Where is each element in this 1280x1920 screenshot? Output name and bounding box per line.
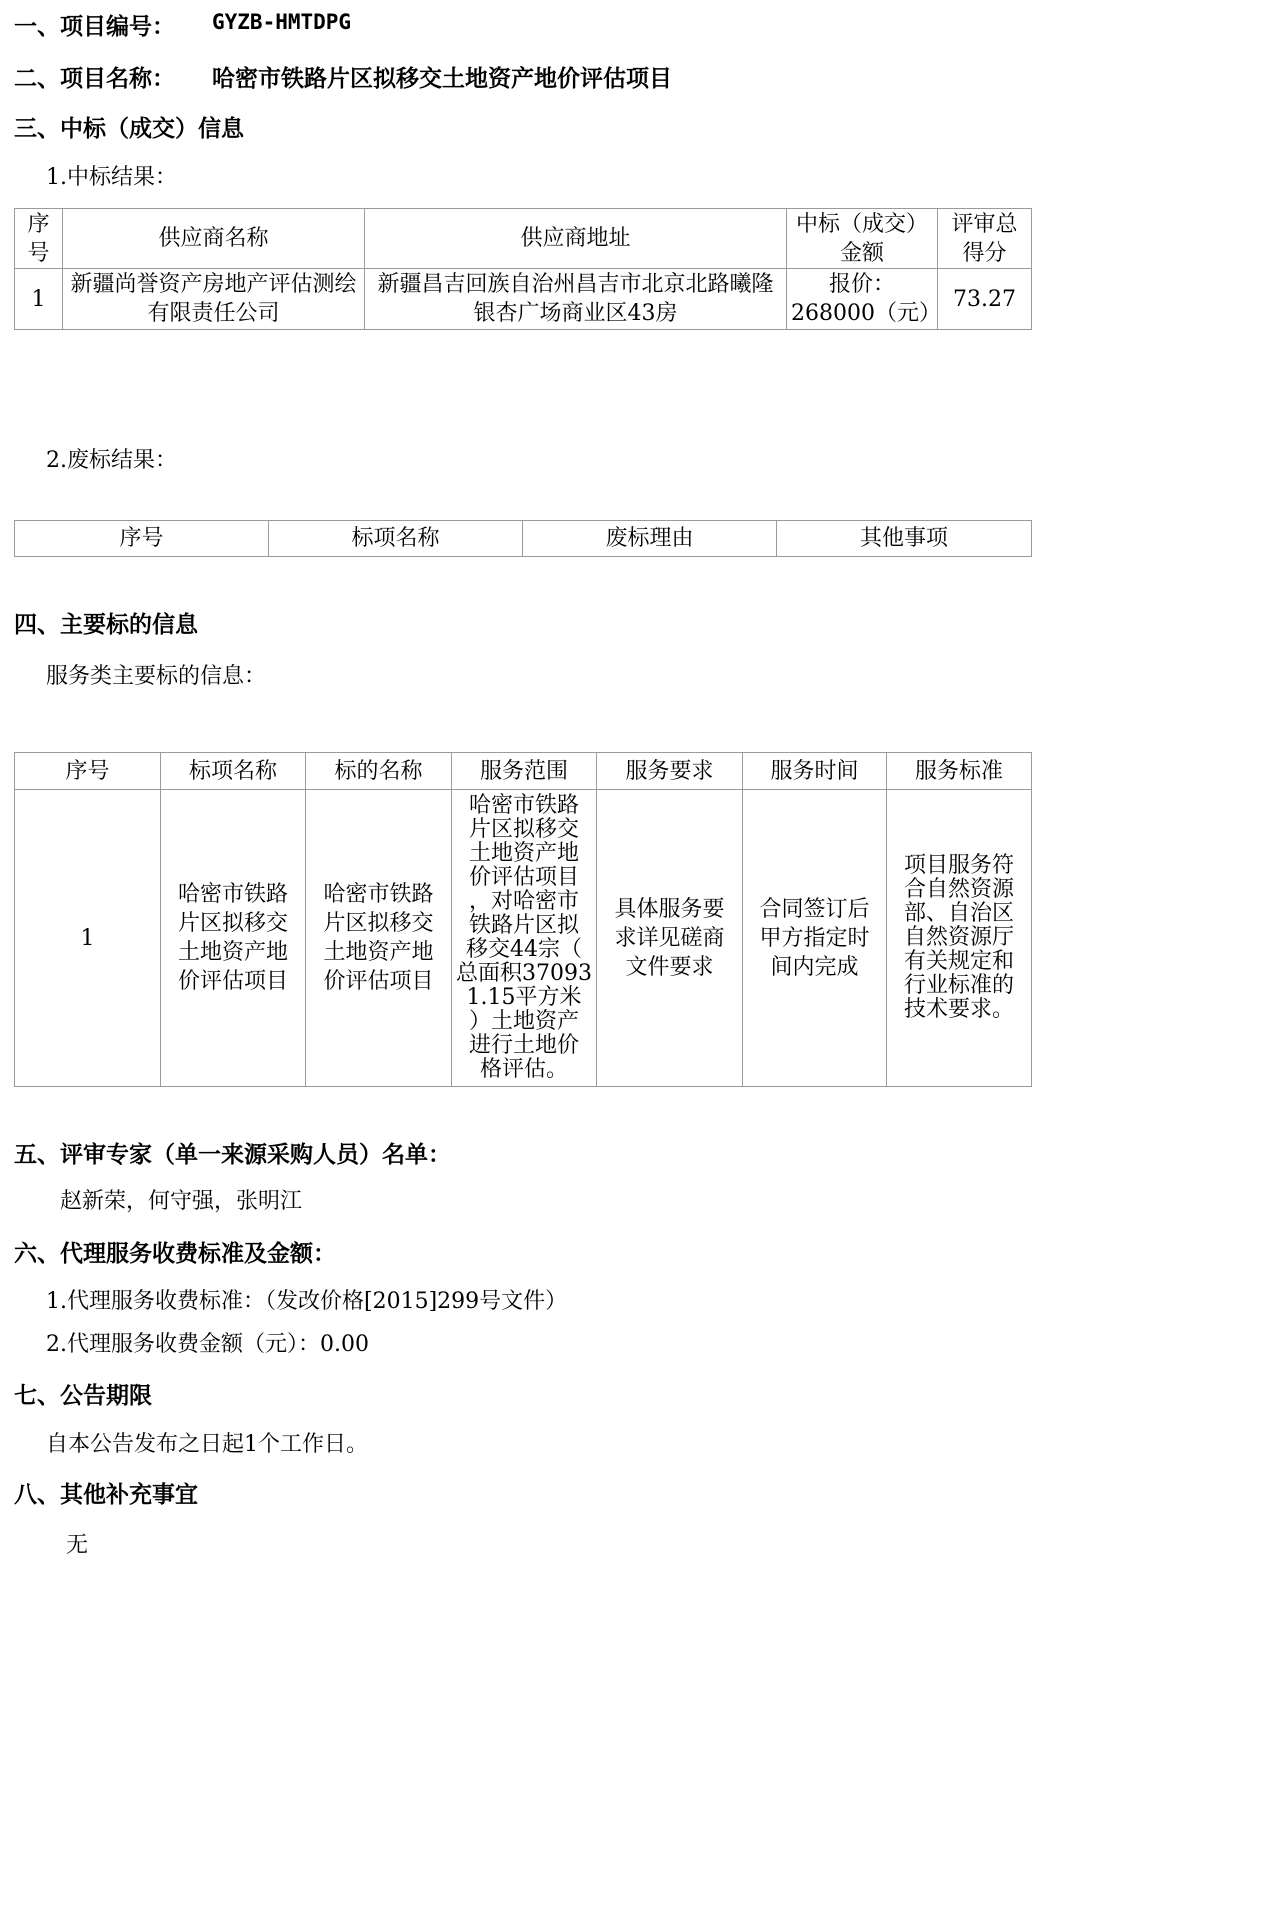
cell-no: 1: [15, 269, 63, 330]
announcement-period-text: 自本公告发布之日起1个工作日。: [46, 1432, 368, 1457]
col-header-supplier-address: 供应商地址: [365, 209, 787, 269]
cell-no: 1: [15, 790, 161, 1087]
announcement-period-heading: 七、公告期限: [14, 1383, 152, 1409]
other-matters-text: 无: [66, 1533, 89, 1558]
award-result-subheading: 1.中标结果：: [46, 165, 177, 190]
award-result-table: [14, 208, 1032, 330]
table-header-row: [15, 209, 1032, 269]
project-number-label: 一、项目编号：: [14, 14, 175, 40]
agency-fee-amount: 2.代理服务收费金额（元）：0.00: [46, 1332, 369, 1357]
col-header-no: 序 号: [15, 209, 63, 269]
cell-service-time: 合同签订后 甲方指定时 间内完成: [743, 790, 887, 1087]
col-header-no: 序号: [15, 521, 269, 557]
col-header-service-scope: 服务范围: [452, 753, 597, 790]
col-header-amount: 中标（成交） 金额: [787, 209, 938, 269]
project-name-label: 二、项目名称：: [14, 66, 175, 92]
expert-list-heading: 五、评审专家（单一来源采购人员）名单：: [14, 1142, 451, 1168]
void-result-subheading: 2.废标结果：: [46, 448, 177, 473]
col-header-service-time: 服务时间: [743, 753, 887, 790]
other-matters-heading: 八、其他补充事宜: [14, 1482, 198, 1508]
table-row: [15, 269, 1032, 330]
project-name-value: 哈密市铁路片区拟移交土地资产地价评估项目: [212, 66, 672, 92]
col-header-item-name: 标项名称: [269, 521, 523, 557]
col-header-void-reason: 废标理由: [523, 521, 777, 557]
service-subject-subheading: 服务类主要标的信息：: [46, 664, 267, 689]
cell-supplier-address: 新疆昌吉回族自治州昌吉市北京北路曦隆 银杏广场商业区43房: [365, 269, 787, 330]
cell-service-standard: 项目服务符 合自然资源 部、自治区 自然资源厅 有关规定和 行业标准的 技术要求。: [887, 790, 1032, 1087]
cell-subject-name: 哈密市铁路 片区拟移交 土地资产地 价评估项目: [306, 790, 452, 1087]
col-header-item-name: 标项名称: [161, 753, 306, 790]
service-subject-table: [14, 752, 1032, 1087]
col-header-subject-name: 标的名称: [306, 753, 452, 790]
award-info-heading: 三、中标（成交）信息: [14, 116, 244, 142]
col-header-no: 序号: [15, 753, 161, 790]
main-subject-heading: 四、主要标的信息: [14, 612, 198, 638]
void-result-table: [14, 520, 1032, 557]
agency-fee-heading: 六、代理服务收费标准及金额：: [14, 1241, 336, 1267]
table-row: [15, 790, 1032, 1087]
col-header-service-requirement: 服务要求: [597, 753, 743, 790]
col-header-service-standard: 服务标准: [887, 753, 1032, 790]
cell-supplier-name: 新疆尚誉资产房地产评估测绘 有限责任公司: [63, 269, 365, 330]
cell-score: 73.27: [938, 269, 1032, 330]
project-number-value: GYZB-HMTDPG: [212, 10, 352, 34]
agency-fee-standard: 1.代理服务收费标准：（发改价格[2015]299号文件）: [46, 1289, 568, 1314]
cell-service-scope: 哈密市铁路 片区拟移交 土地资产地 价评估项目 ，对哈密市 铁路片区拟 移交44宗（ 总面积37093 1.15平方米 ）土地资产 进行土地价 格评估。: [452, 790, 597, 1087]
expert-names: 赵新荣，何守强，张明江: [60, 1189, 303, 1214]
col-header-score: 评审总 得分: [938, 209, 1032, 269]
cell-amount: 报价： 268000（元）: [787, 269, 938, 330]
col-header-other: 其他事项: [777, 521, 1032, 557]
col-header-supplier-name: 供应商名称: [63, 209, 365, 269]
table-header-row: [15, 521, 1032, 557]
cell-service-requirement: 具体服务要 求详见磋商 文件要求: [597, 790, 743, 1087]
cell-item-name: 哈密市铁路 片区拟移交 土地资产地 价评估项目: [161, 790, 306, 1087]
table-header-row: [15, 753, 1032, 790]
